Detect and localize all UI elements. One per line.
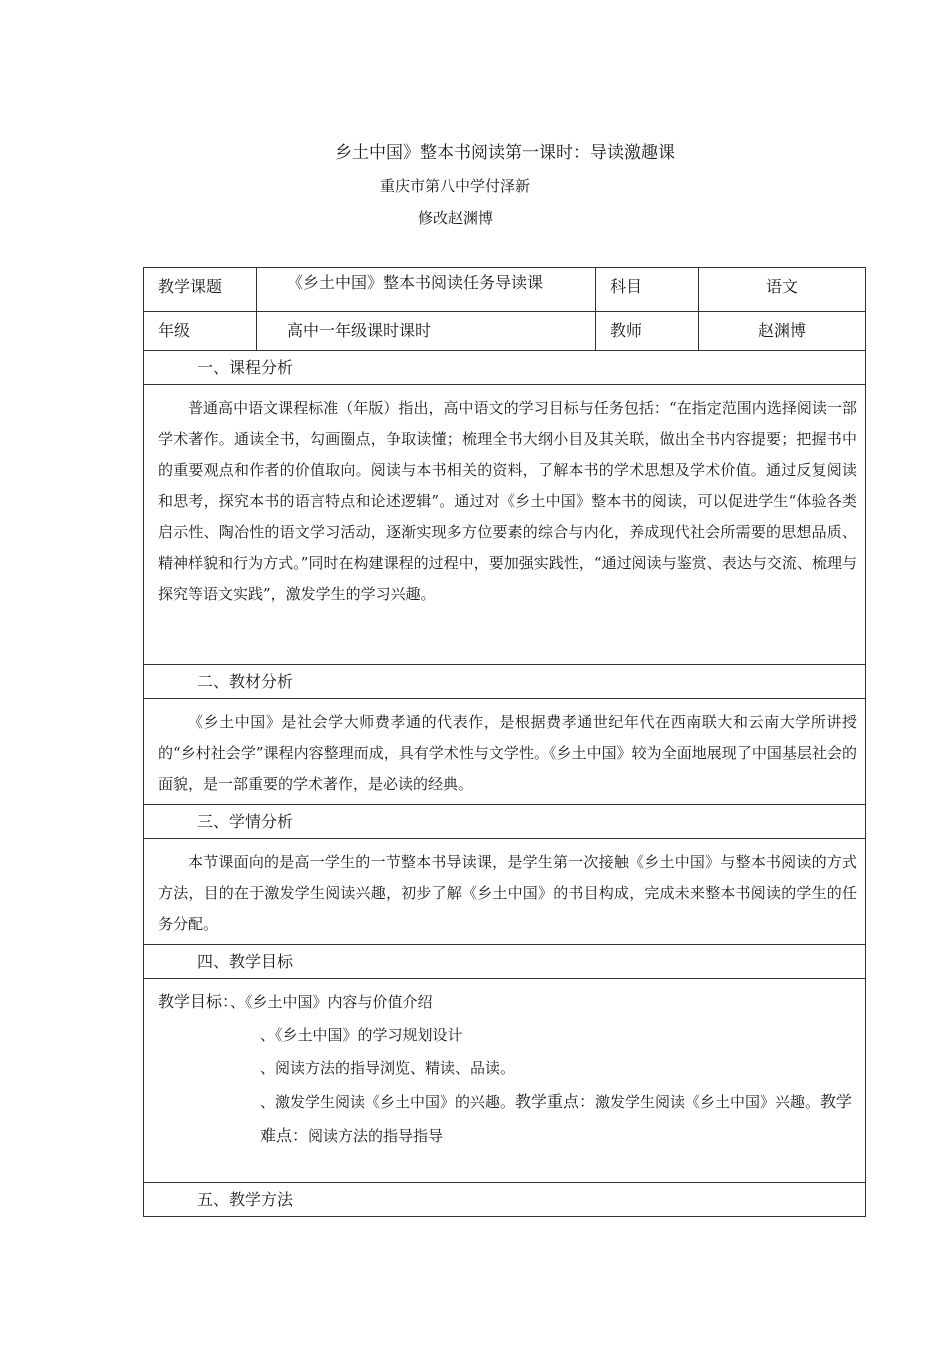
topic-label: 教学课题: [144, 268, 257, 312]
section-heading-material: 二、教材分析: [144, 665, 866, 699]
teacher-label: 教师: [596, 312, 699, 351]
author-line: 重庆市第八中学付泽新: [380, 177, 531, 195]
key-point-text: 激发学生阅读《乡土中国》兴趣。: [595, 1093, 821, 1111]
goal-item-1: 、《乡土中国》内容与价值介绍: [230, 993, 433, 1011]
student-analysis-text: 本节课面向的是高一学生的一节整本书导读课，是学生第一次接触《乡土中国》与整本书阅读的方式方法，目的在于激发学生阅读兴趣，初步了解《乡土中国》的书目构成，完成未来整本书阅读的学生的任务分配。: [144, 839, 866, 945]
course-analysis-text: 普通高中语文课程标准（年版）指出，高中语文的学习目标与任务包括：“在指定范围内选择阅读一部学术著作。通读全书，勾画圈点，争取读懂；梳理全书大纲小目及其关联，做出全书内容提要；把握书中的重要观点和作者的价值取向。阅读与本书相关的资料，了解本书的学术思想及学术价值。通过反复阅读和思考，探究本书的语言特点和论述逻辑”。通过对《乡土中国》整本书的阅读，可以促进学生“体验各类启示性、陶冶性的语文学习活动，逐渐实现多方位要素的综合与内化，养成现代社会所需要的思想品质、精神样貌和行为方式。”同时在构建课程的过程中，要加强实践性，“通过阅读与鉴赏、表达与交流、梳理与探究等语文实践”，激发学生的学习兴趣。: [144, 385, 866, 665]
section-heading-goals: 四、教学目标: [144, 945, 866, 979]
grade-value: 高中一年级课时课时: [257, 312, 596, 351]
editor-line: 修改赵渊博: [418, 209, 494, 227]
difficulty-text: 阅读方法的指导指导: [308, 1127, 444, 1145]
info-row-topic: [144, 268, 866, 312]
teaching-goals: [144, 979, 866, 1183]
goal-item-2: 、《乡土中国》的学习规划设计: [260, 1026, 463, 1044]
subject-value: 语文: [699, 268, 866, 312]
lesson-plan-table: [143, 267, 866, 1217]
difficulty-label: 教学难点：: [260, 1092, 853, 1145]
section-heading-method: 五、教学方法: [144, 1183, 866, 1217]
info-row-grade: [144, 312, 866, 351]
key-point-label: 教学重点：: [515, 1092, 596, 1111]
section-heading-students: 三、学情分析: [144, 805, 866, 839]
document-title: 乡土中国》整本书阅读第一课时：导读激趣课: [335, 143, 675, 163]
goals-lead: 教学目标：: [158, 992, 231, 1011]
section-heading-course: 一、课程分析: [144, 351, 866, 385]
goal-item-3: 、阅读方法的指导浏览、精读、品读。: [260, 1059, 516, 1077]
goal-item-4: 、激发学生阅读《乡土中国》的兴趣。: [260, 1093, 516, 1111]
topic-value: 《乡土中国》整本书阅读任务导读课: [257, 268, 596, 312]
teacher-value: 赵渊博: [699, 312, 866, 351]
grade-label: 年级: [144, 312, 257, 351]
subject-label: 科目: [596, 268, 699, 312]
material-analysis-text: 《乡土中国》是社会学大师费孝通的代表作，是根据费孝通世纪年代在西南联大和云南大学所讲授的“乡村社会学”课程内容整理而成，具有学术性与文学性。《乡土中国》较为全面地展现了中国基层社会的面貌，是一部重要的学术著作，是必读的经典。: [144, 699, 866, 805]
